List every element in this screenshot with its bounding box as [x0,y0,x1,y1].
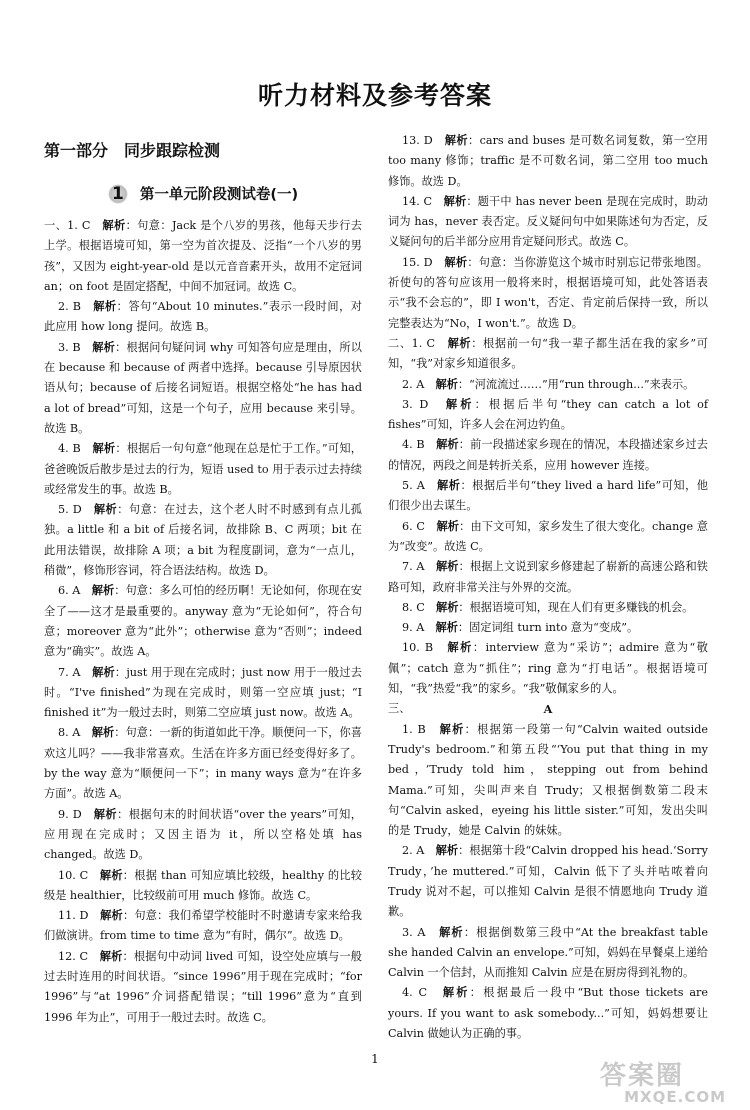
answer-prefix: 二、1. C [388,336,436,350]
analysis-text: ：根据最后一段中“But those tickets are yours. If you want to ask somebody...”可知，妈妈想要让 Calvin 做她认为正确的事。 [388,986,708,1041]
answer-prefix: 6. A [58,584,81,598]
analysis-label: 解析 [436,600,459,614]
analysis-text: ：根据后半句“they lived a hard life”可知，他们很少出去谋生。 [388,479,708,513]
answer-entry [388,476,708,517]
answer-prefix: 9. D [58,807,82,821]
answer-prefix: 4. B [58,442,81,456]
answer-prefix: 5. D [58,503,82,517]
analysis-label: 解析 [91,726,115,740]
analysis-text: ：固定词组 turn into 意为“变成”。 [457,621,639,635]
analysis-label: 解析 [443,194,467,208]
watermark-logo [600,1055,740,1105]
answer-prefix: 6. C [402,519,425,533]
analysis-text: ：由下文可知，家乡发生了很大变化。change 意为“改变”。故选 C。 [388,519,708,553]
answer-entry [388,923,708,984]
analysis-text: ：“河流流过……”用“run through...”来表示。 [457,377,695,391]
analysis-label: 解析 [93,807,118,821]
page-title: 听力材料及参考答案 [257,81,492,110]
analysis-text: ：句意：在过去，这个老人时不时感到有点儿孤独。a little 和 a bit of 后接名词，故排除 B、C 两项；bit 在此用法错误，故排除 A 项；a bit 为程度副词，意为“一点儿，稍微”，修饰形容词，符合语法结构。故选 D。 [44,503,362,578]
analysis-label: 解析 [102,219,126,232]
analysis-text: ：根据句中动词 lived 可知，设空处应填与一般过去时连用的时间状语。“since 1996”用于现在完成时；“for 1996”与“at 1996”介词搭配错误；“till 1996”意为“直到 1996 年为止”，可用于一般过去时。故选 C。 [44,949,362,1024]
analysis-label: 解析 [100,909,123,923]
answer-entry [388,131,708,192]
watermark-bottom: MXQE.COM [624,1088,726,1106]
answer-prefix: 10. B [402,641,434,655]
analysis-text: ：根据 than 可知应填比较级，healthy 的比较级是 healthier，比较级前可用 much 修饰。故选 C。 [44,868,362,902]
answer-prefix: 7. A [402,560,425,574]
analysis-label: 解析 [93,503,118,517]
answer-entry [44,581,362,662]
analysis-label: 解析 [99,868,123,882]
answer-prefix: 3. D [402,397,429,411]
answer-prefix: 2. B [58,300,81,314]
answer-entry [44,947,362,1028]
answer-entry [44,216,362,297]
analysis-text: ：句意：当你游览这个城市时别忘记带张地图。祈使句的答句应该用一般将来时，根据语境可知，此处答语表示“我不会忘的”，即 I won't，否定、肯定前后保持一致，所以完整表达为“No，I won't.”。故选 D。 [388,255,708,330]
answer-prefix: 14. C [402,194,433,208]
answer-entry [388,334,708,375]
answer-prefix: 4. C [402,986,428,1000]
answer-entry [44,663,362,724]
analysis-text: ：根据句末的时间状语“over the years”可知，应用现在完成时；又因主语为 it，所以空格处填 has changed。故选 D。 [44,807,362,862]
answer-prefix: 3. A [402,925,426,939]
analysis-text: ：答句“About 10 minutes.”表示一段时间，对此应用 how long 提问。故选 B。 [44,300,362,334]
analysis-text: ：题干中 has never been 是现在完成时，助动词为 has，never 表否定。反义疑问句中如果陈述句为否定，反义疑问句的后半部分应用肯定疑问形式。故选 C。 [388,194,708,249]
answer-entry [388,253,708,334]
answer-prefix: 一、1. C [44,219,91,232]
analysis-label: 解析 [439,722,465,736]
analysis-text: ：前一段描述家乡现在的情况，本段描述家乡过去的情况，两段之间是转折关系，应用 however 连接。 [388,438,708,472]
analysis-label: 解析 [447,641,473,655]
answer-prefix: 11. D [58,909,89,923]
answer-entry [44,439,362,500]
analysis-label: 解析 [444,134,469,147]
answer-entry [44,297,362,338]
answer-entry [388,598,708,618]
analysis-label: 解析 [436,438,459,452]
answer-prefix: 12. C [58,949,89,963]
unit-title: 第一单元阶段测试卷(一) [139,187,299,203]
analysis-label: 解析 [442,986,470,1000]
answer-entry [44,906,362,947]
analysis-label: 解析 [435,844,459,858]
analysis-label: 解析 [92,442,116,456]
analysis-label: 解析 [93,300,117,314]
answer-prefix: 10. C [58,868,89,882]
answer-prefix: 1. B [402,722,426,736]
answer-entry [388,720,708,842]
analysis-label: 解析 [435,621,458,635]
passage-letter: A [543,702,553,717]
answer-prefix: 3. B [58,340,81,354]
analysis-text: ：句意：我们希望学校能时不时邀请专家来给我们做演讲。from time to time 意为“有时，偶尔”。故选 D。 [44,909,362,943]
analysis-text: ：根据上文说到家乡修建起了崭新的高速公路和铁路可知，政府非常关注与外界的交流。 [388,560,708,594]
answer-prefix: 8. A [58,726,81,740]
analysis-text: ：根据问句疑问词 why 可知答句应是理由，所以在 because 和 because of 两者中选择。because 引导原因状语从句；because of 后接名词短语。根据空格处“he has had a lot of bread”可知，这是一个句子，应用 because 来引导。故选 B。 [44,340,362,435]
answer-entry [44,500,362,581]
answer-entry [388,638,708,699]
analysis-text: ：根据倒数第三段中“At the breakfast table she handed Calvin an envelope.”可知，妈妈在早餐桌上递给 Calvin 一个信封，从而推知 Calvin 应是在厨房得到礼物的。 [388,925,708,980]
answer-entry [388,435,708,476]
analysis-text: ：根据语境可知，现在人们有更多赚钱的机会。 [458,600,694,614]
analysis-label: 解析 [436,519,460,533]
left-column [44,134,362,1028]
analysis-label: 解析 [435,560,459,574]
answer-entry [388,983,708,1044]
answer-prefix: 13. D [402,134,433,147]
answer-prefix: 7. A [58,665,81,679]
answer-entry [388,557,708,598]
analysis-text: ：根据第十段“Calvin dropped his head.‘Sorry Trudy，’he muttered.”可知，Calvin 低下了头并咕哝着向 Trudy 说对不起，可以推知 Calvin 是很不情愿地向 Trudy 道歉。 [388,844,708,919]
analysis-label: 解析 [92,340,116,354]
section-three-mark: 三、 [388,702,411,716]
analysis-label: 解析 [435,377,458,391]
right-column [388,131,708,1044]
analysis-text: ：cars and buses 是可数名词复数，第一空用 too many 修饰；traffic 是不可数名词，第二空用 too much 修饰。故选 D。 [388,134,708,188]
analysis-label: 解析 [439,925,464,939]
unit-number-badge: 1 [108,184,128,204]
section-three-header [388,699,708,719]
answer-entry [388,395,708,436]
answer-entry [388,375,708,395]
answer-entry [44,723,362,804]
right-answer-list-part-three [388,720,708,1045]
answer-entry [388,841,708,922]
right-answer-list-part-one [388,131,708,334]
answer-prefix: 8. C [402,600,425,614]
unit-heading [44,183,362,204]
section-heading: 第一部分 同步跟踪检测 [44,141,221,160]
right-answer-list-part-two [388,334,708,699]
analysis-text: ：根据第一段第一句“Calvin waited outside Trudy's bedroom.”和第五段“‘You put that thing in my bed，’Trudy told him，stepping out from behind Mama.”可知，尖叫声来自 Trudy；又根据倒数第二段末句“Calvin asked，eyeing his little sister.”可知，发出尖叫的是 Trudy，她是 Calvin 的妹妹。 [388,722,709,838]
page-number: 1 [371,1052,379,1066]
answer-prefix: 4. B [402,438,425,452]
analysis-label: 解析 [437,479,461,493]
answer-entry [44,805,362,866]
watermark-top: 答案圈 [600,1061,685,1091]
analysis-text: ：just 用于现在完成时；just now 用于一般过去时。“I've finished”为现在完成时，则第一空应填 just；“I finished it”为一般过去时，则第二空应填 just now。故选 A。 [44,665,362,720]
analysis-label: 解析 [447,336,472,350]
analysis-label: 解析 [445,397,475,411]
answer-entry [44,338,362,439]
analysis-text: ：interview 意为“采访”；admire 意为“敬佩”；catch 意为“抓住”；ring 意为“打电话”。根据语境可知，“我”热爱“我”的家乡。“我”敬佩家乡的人。 [388,641,708,696]
answer-entry [44,866,362,907]
analysis-text: ：根据后半句“they can catch a lot of fishes”可知，许多人会在河边钓鱼。 [388,397,708,432]
analysis-text: ：句意：一新的街道如此干净。顺便问一下，你喜欢这儿吗？——我非常喜欢。生活在许多方面已经变得好多了。by the way 意为“顺便问一下”；in many ways 意为“在许多方面”。故选 A。 [44,726,362,801]
answer-entry [388,192,708,253]
answer-entry [388,517,708,558]
answer-entry [388,618,708,638]
analysis-label: 解析 [99,949,123,963]
analysis-label: 解析 [91,584,115,598]
answer-prefix: 5. A [402,479,425,493]
analysis-label: 解析 [92,665,115,679]
left-answer-list [44,216,362,1028]
analysis-text: ：根据后一句句意“他现在总是忙于工作。”可知，爸爸晚饭后散步是过去的行为，短语 used to 用于表示过去持续或经常发生的事。故选 B。 [44,442,362,496]
analysis-text: ：句意：Jack 是个八岁的男孩，他每天步行去上学。根据语境可知，第一空为首次提及、泛指“一个八岁的男孩”，又因为 eight-year-old 是以元音音素开头，故用不定冠词 an；on foot 是固定搭配，中间不加冠词。故选 C。 [44,219,362,293]
answer-prefix: 9. A [402,621,425,635]
analysis-label: 解析 [444,255,468,269]
answer-prefix: 15. D [402,255,433,269]
analysis-text: ：根据前一句“我一辈子都生活在我的家乡”可知，“我”对家乡知道很多。 [388,336,708,371]
analysis-text: ：句意：多么可怕的经历啊！无论如何，你现在安全了——这才是最重要的。anyway 意为“无论如何”，符合句意；moreover 意为“此外”；otherwise 意为“否则”；indeed 意为“确实”。故选 A。 [44,584,362,659]
answer-prefix: 2. A [402,844,425,858]
answer-prefix: 2. A [402,377,425,391]
